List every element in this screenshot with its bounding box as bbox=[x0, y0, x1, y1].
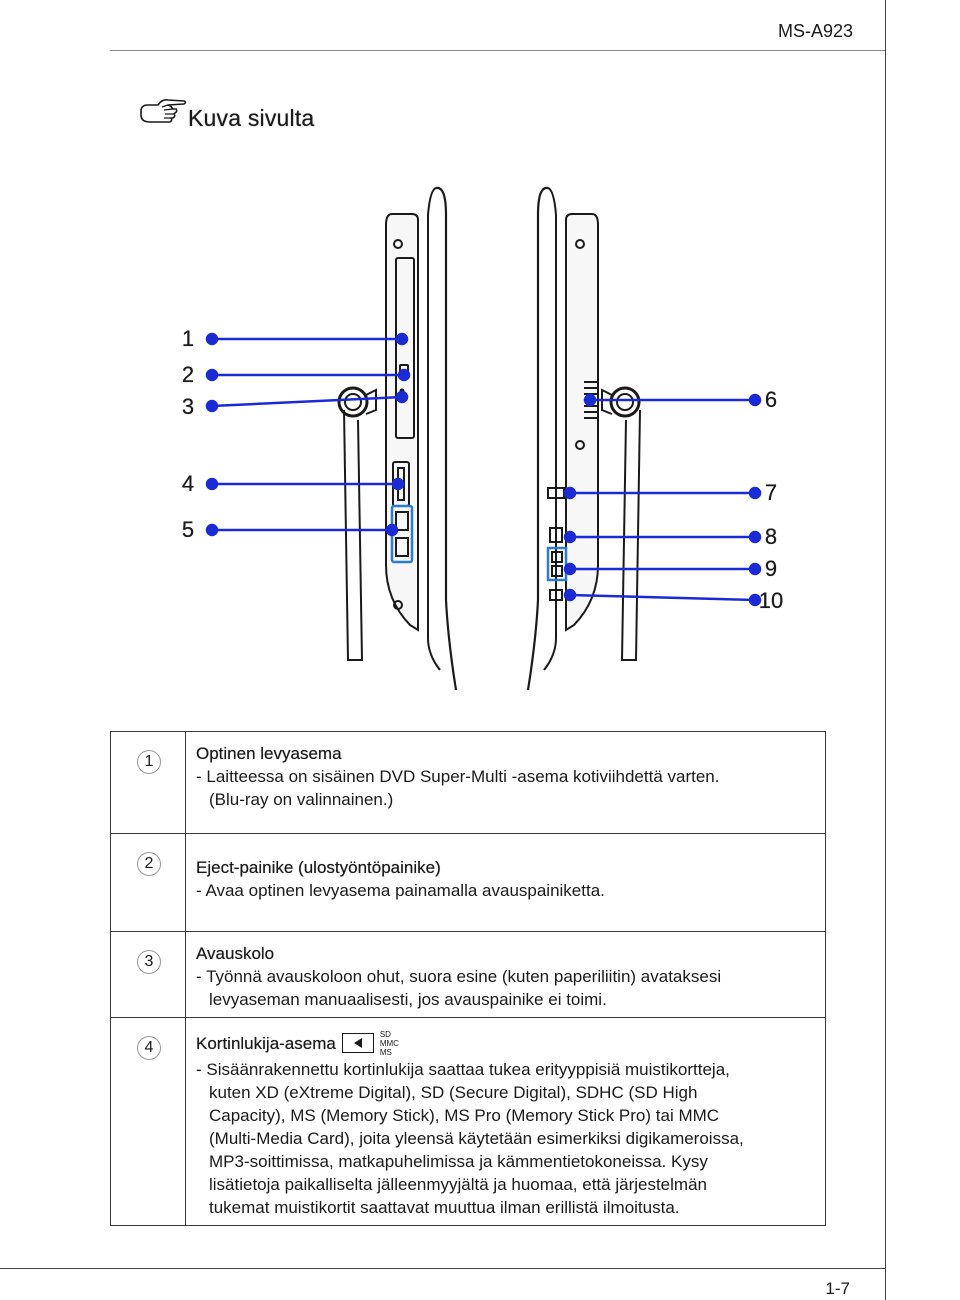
item-text: kuten XD (eXtreme Digital), SD (Secure Digital), SDHC (SD High bbox=[209, 1083, 698, 1102]
side-view-diagram bbox=[0, 170, 960, 700]
item-text: (Blu-ray on valinnainen.) bbox=[209, 790, 394, 809]
item-text: - Työnnä avauskoloon ohut, suora esine (kuten paperiliitin) avataksesi bbox=[196, 967, 722, 986]
table-row bbox=[111, 732, 826, 834]
footer-rule bbox=[0, 1268, 886, 1269]
card-slot-icon bbox=[342, 1033, 374, 1053]
item-title: Avauskolo bbox=[196, 944, 275, 963]
item-text: levyaseman manuaalisesti, jos avauspainike ei toimi. bbox=[209, 990, 607, 1009]
pointing-hand-icon bbox=[138, 97, 188, 134]
callout-6: 6 bbox=[764, 387, 778, 412]
callout-5: 5 bbox=[181, 517, 195, 542]
callout-7: 7 bbox=[764, 480, 778, 505]
format-sd: SD bbox=[379, 1029, 391, 1039]
item-text: Capacity), MS (Memory Stick), MS Pro (Memory Stick Pro) tai MMC bbox=[209, 1106, 720, 1125]
item-title: Optinen levyasema bbox=[196, 744, 342, 763]
item-number: 4 bbox=[138, 1037, 160, 1059]
item-text: - Avaa optinen levyasema painamalla avauspainiketta. bbox=[196, 881, 605, 900]
item-text: - Sisäänrakennettu kortinlukija saattaa tukea erityyppisiä muistikortteja, bbox=[196, 1060, 730, 1079]
item-text: (Multi-Media Card), joita yleensä käytetään esimerkiksi digikameroissa, bbox=[209, 1129, 744, 1148]
header-rule bbox=[110, 50, 886, 51]
callout-3: 3 bbox=[181, 394, 195, 419]
card-format-list bbox=[380, 1030, 399, 1057]
item-text: MP3-soittimissa, matkapuhelimissa ja kämmentietokoneissa. Kysy bbox=[209, 1152, 708, 1171]
item-title: Kortinlukija-asema bbox=[196, 1033, 336, 1053]
callout-4: 4 bbox=[181, 471, 195, 496]
page-number: 1-7 bbox=[825, 1279, 850, 1298]
table-row bbox=[111, 932, 826, 1018]
item-text: - Laitteessa on sisäinen DVD Super-Multi -asema kotiviihdettä varten. bbox=[196, 767, 720, 786]
item-number: 3 bbox=[138, 951, 160, 973]
callout-8: 8 bbox=[764, 524, 778, 549]
callout-1: 1 bbox=[181, 326, 195, 351]
item-number: 2 bbox=[138, 853, 160, 875]
item-text: tukemat muistikortit saattavat muuttua ilman erillistä ilmoitusta. bbox=[209, 1198, 680, 1217]
callout-10: 10 bbox=[758, 588, 784, 613]
description-table bbox=[110, 731, 826, 1226]
callout-9: 9 bbox=[764, 556, 778, 581]
callout-2: 2 bbox=[181, 362, 195, 387]
model-name: MS-A923 bbox=[777, 21, 853, 41]
section-title: Kuva sivulta bbox=[188, 105, 315, 131]
format-mmc: MMC bbox=[379, 1038, 399, 1048]
item-title: Eject-painike (ulostyöntöpainike) bbox=[196, 858, 441, 877]
table-row bbox=[111, 1018, 826, 1226]
table-row bbox=[111, 834, 826, 932]
format-ms: MS bbox=[379, 1047, 392, 1057]
item-number: 1 bbox=[138, 751, 160, 773]
item-text: lisätietoja paikalliselta jälleenmyyjältä ja huomaa, että järjestelmän bbox=[209, 1175, 707, 1194]
